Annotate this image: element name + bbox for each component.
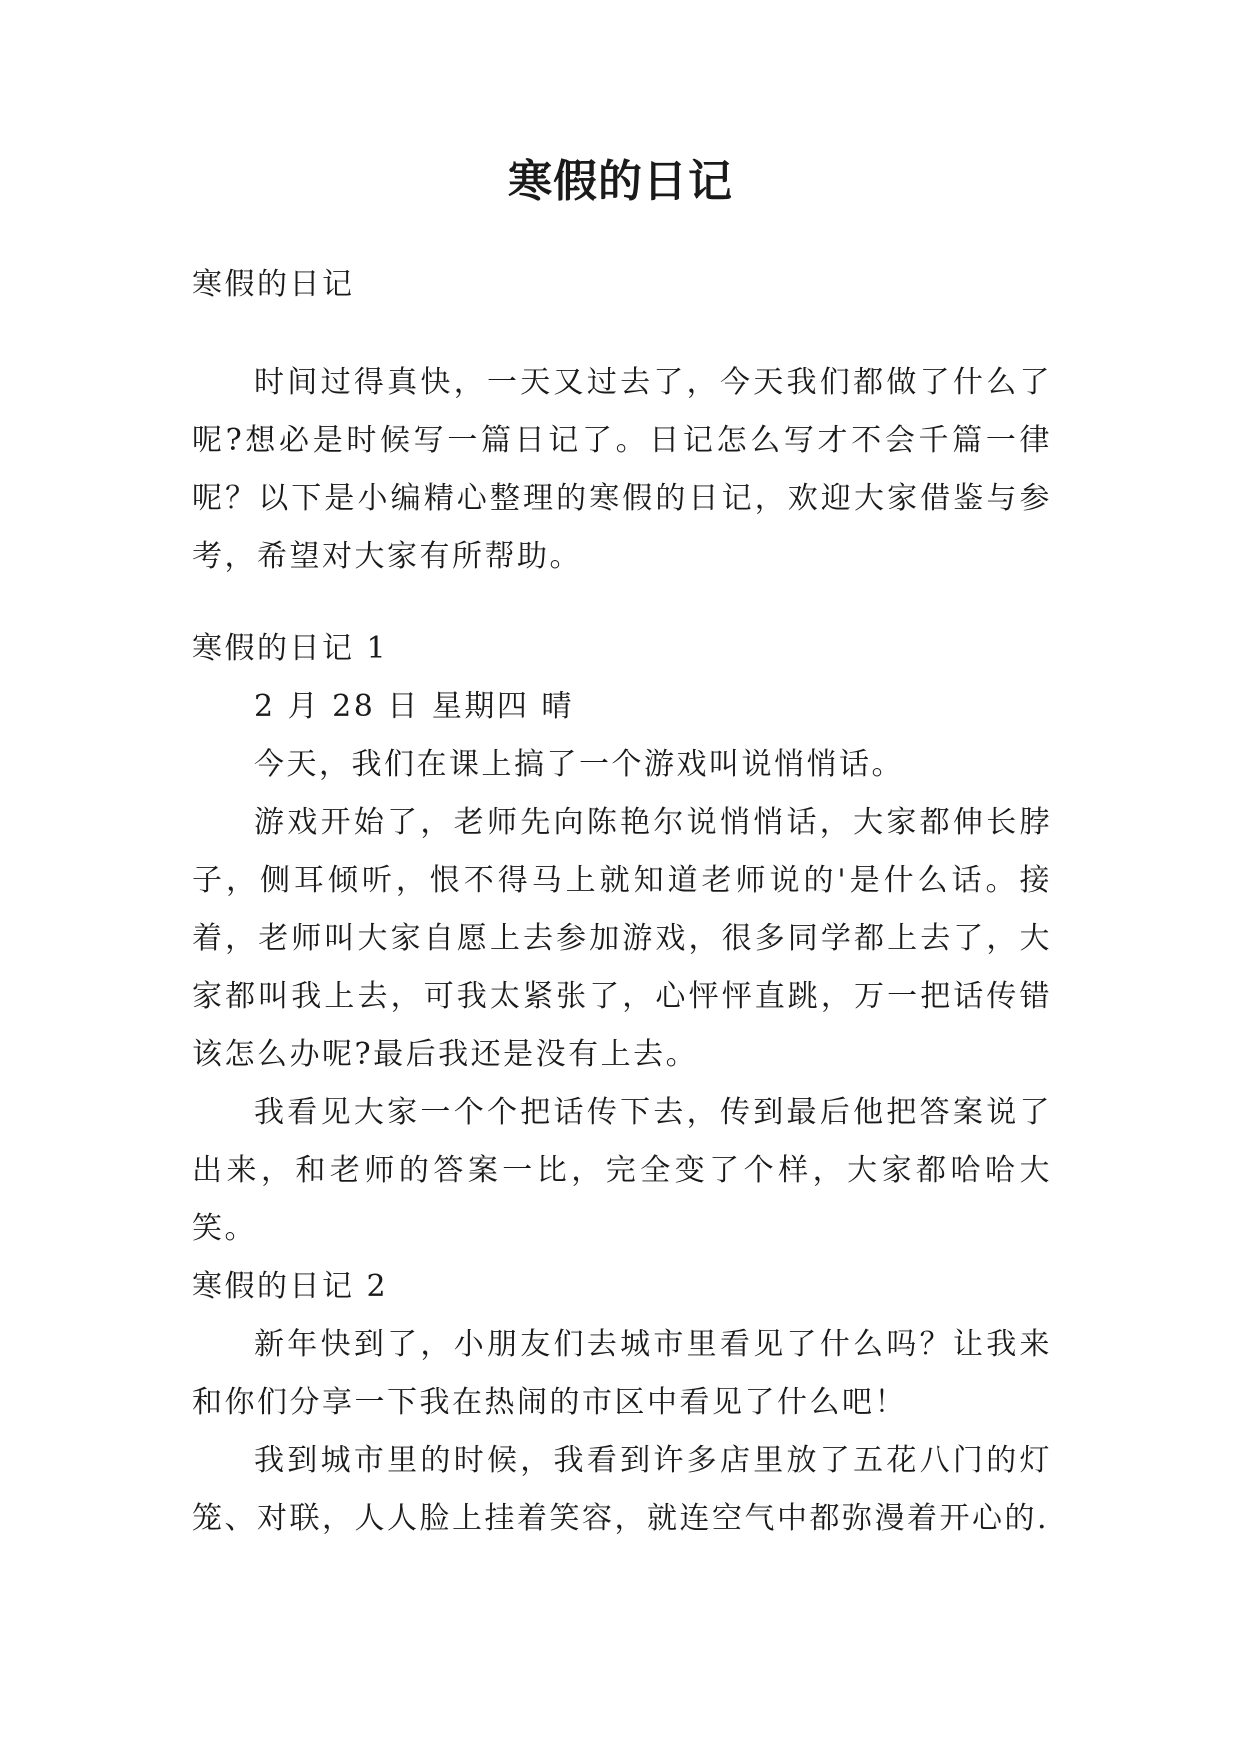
entry-1-heading: 寒假的日记 1 [192,631,389,666]
document-title: 寒假的日记 [508,156,733,207]
intro-paragraph: 时间过得真快，一天又过去了，今天我们都做了什么了呢?想必是时候写一篇日记了。日记怎么写才不会千篇一律呢？以下是小编精心整理的寒假的日记，欢迎大家借鉴与参考，希望对大家有所帮助。 [192,365,1052,574]
entry-2-paragraph-2: 我到城市里的时候，我看到许多店里放了五花八门的灯笼、对联，人人脸上挂着笑容，就连空气中都弥漫着开心的. [192,1443,1052,1536]
entry-1-paragraph-1: 今天，我们在课上搞了一个游戏叫说悄悄话。 [254,747,904,782]
entry-1-date: 2 月 28 日 星期四 晴 [254,689,574,724]
entry-2-heading: 寒假的日记 2 [192,1269,389,1304]
subtitle-block [192,256,1052,314]
entry-2-paragraph-1: 新年快到了，小朋友们去城市里看见了什么吗？让我来和你们分享一下我在热闹的市区中看见了什么吧！ [192,1327,1052,1420]
entry-1-paragraph-2: 游戏开始了，老师先向陈艳尔说悄悄话，大家都伸长脖子，侧耳倾听，恨不得马上就知道老师说的'是什么话。接着，老师叫大家自愿上去参加游戏，很多同学都上去了，大家都叫我上去，可我太紧张了，心怦怦直跳，万一把话传错该怎么办呢?最后我还是没有上去。 [192,805,1052,1072]
intro-block [192,354,1052,586]
entry-1-paragraph-3: 我看见大家一个个把话传下去，传到最后他把答案说了出来，和老师的答案一比，完全变了个样，大家都哈哈大笑。 [192,1095,1052,1246]
entry-1 [192,620,1052,1548]
document-subtitle: 寒假的日记 [192,267,355,302]
